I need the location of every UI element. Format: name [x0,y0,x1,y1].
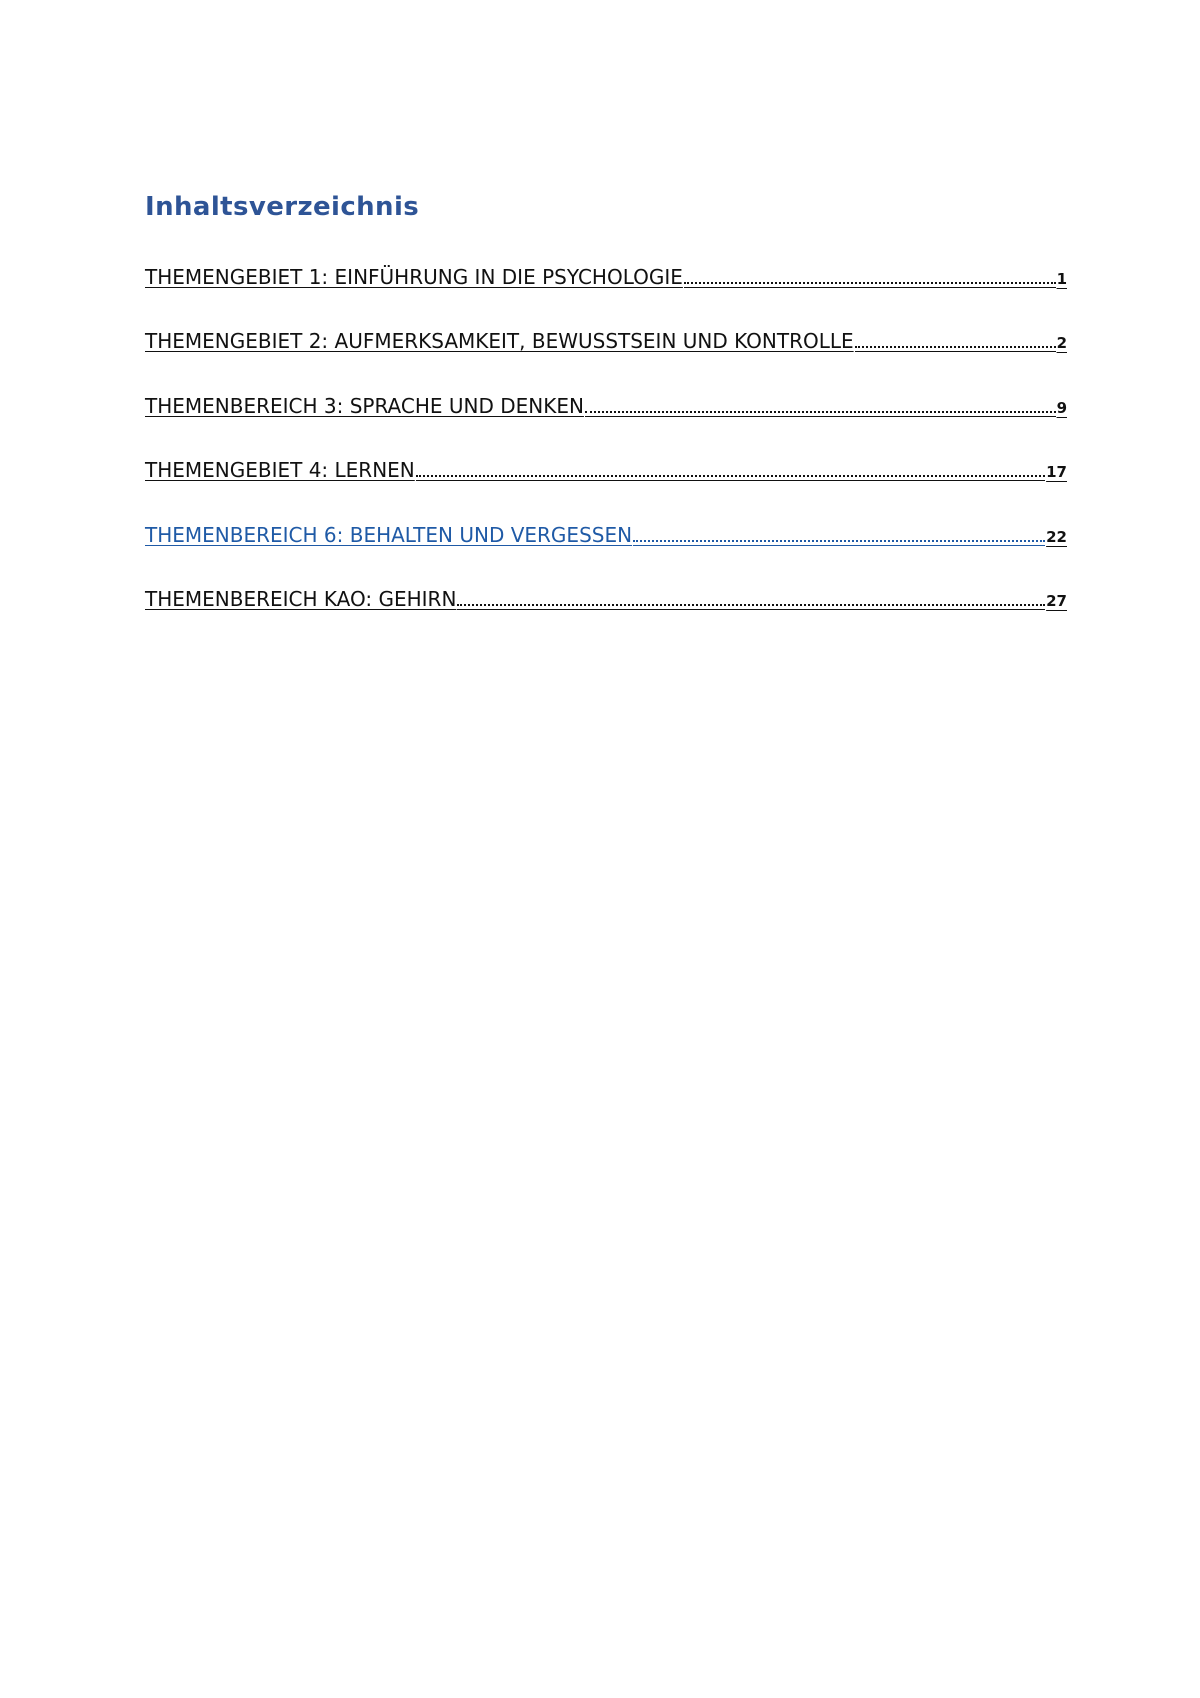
dot-leader [855,342,1056,348]
dot-leader [416,471,1045,477]
toc-entry-title: THEMENBEREICH 3: SPRACHE UND DENKEN [145,393,584,418]
toc-entry-page-number: 27 [1046,591,1067,610]
toc-entry-title: THEMENBEREICH KAO: GEHIRN [145,586,457,611]
dot-leader [585,407,1056,413]
toc-entry-5[interactable] [145,523,1067,587]
dot-leader [684,278,1056,284]
dot-leader [633,536,1045,542]
toc-entry-title: THEMENBEREICH 6: BEHALTEN UND VERGESSEN [145,522,633,547]
toc-entry-page-number: 1 [1056,270,1067,288]
table-of-contents [145,265,1067,651]
toc-entry-title: THEMENGEBIET 4: LERNEN [145,458,415,483]
toc-entry-2[interactable] [145,329,1067,393]
toc-entry-title: THEMENGEBIET 1: EINFÜHRUNG IN DIE PSYCHOLOGIE [145,265,683,289]
toc-entry-1[interactable] [145,265,1067,329]
toc-entry-page-number: 22 [1046,527,1067,546]
toc-entry-title: THEMENGEBIET 2: AUFMERKSAMKEIT, BEWUSSTSEIN UND KONTROLLE [145,329,854,354]
toc-entry-3[interactable] [145,394,1067,458]
toc-entry-page-number: 17 [1046,463,1067,482]
toc-entry-6[interactable] [145,587,1067,651]
toc-entry-page-number: 2 [1056,334,1067,353]
dot-leader [457,600,1045,606]
toc-entry-page-number: 9 [1056,398,1067,417]
toc-heading: Inhaltsverzeichnis [145,192,420,222]
toc-entry-4[interactable] [145,458,1067,522]
